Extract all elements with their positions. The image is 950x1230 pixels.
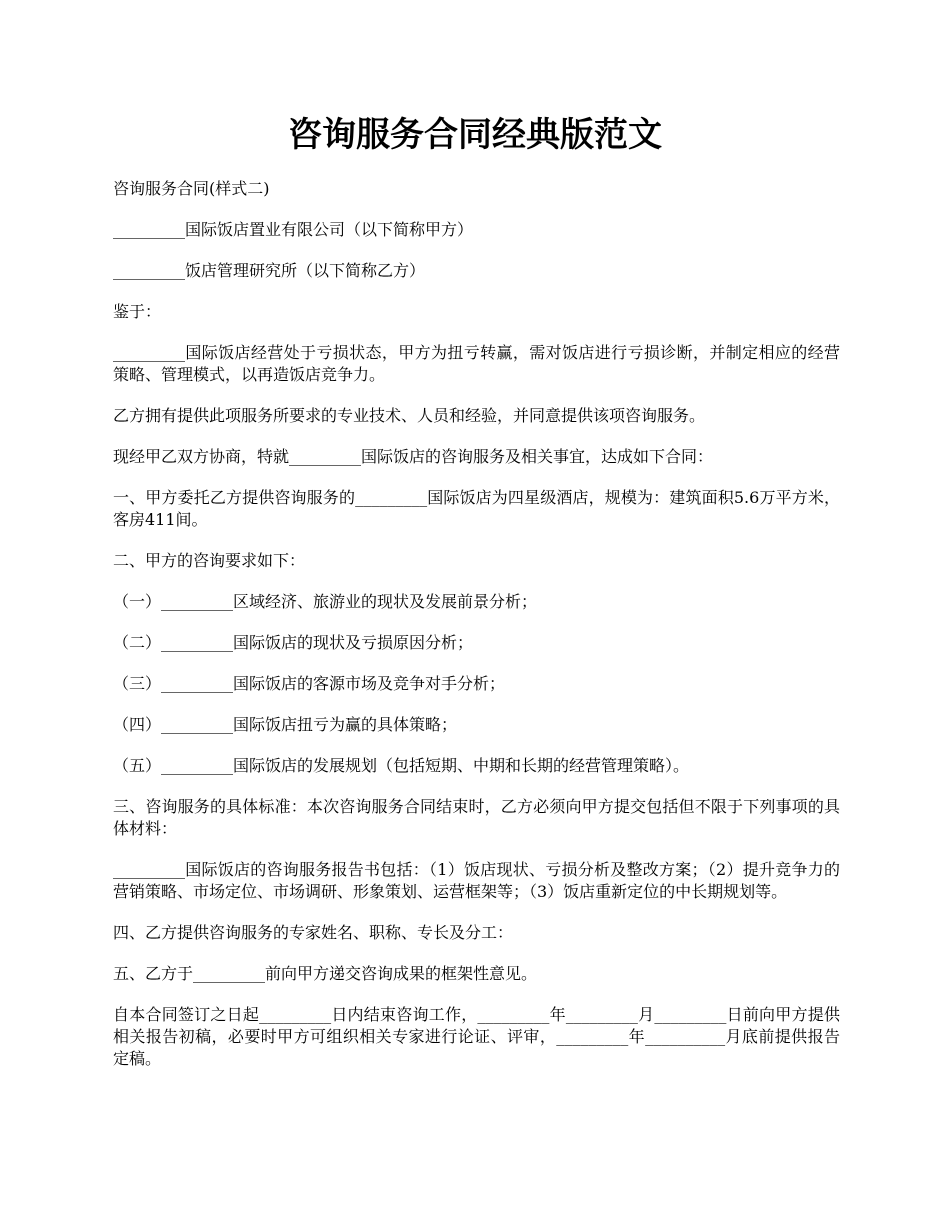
- requirement-item-5: （五）_________国际饭店的发展规划（包括短期、中期和长期的经营管理策略）。: [113, 756, 690, 775]
- whereas-heading: 鉴于：: [113, 302, 162, 321]
- schedule-clause: 自本合同签订之日起_________日内结束咨询工作，_________年_________月_________日前向甲方提供相关报告初稿，必要时甲方可组织相关专家进行论证、评审，_________年__________月底前提供报告定稿。: [113, 1005, 840, 1068]
- contract-subtitle: 咨询服务合同(样式二): [113, 179, 270, 198]
- party-a: _________国际饭店置业有限公司（以下简称甲方）: [113, 220, 474, 239]
- whereas-clause-1: _________国际饭店经营处于亏损状态，甲方为扭亏转赢，需对饭店进行亏损诊断，并制定相应的经营策略、管理模式，以再造饭店竞争力。: [113, 343, 840, 384]
- clause-1: 一、甲方委托乙方提供咨询服务的_________国际饭店为四星级酒店，规模为：建筑面积5.6万平方米，客房411间。: [113, 488, 840, 529]
- clause-5: 五、乙方于_________前向甲方递交咨询成果的框架性意见。: [113, 964, 538, 983]
- document-body: [113, 178, 840, 1089]
- report-contents: _________国际饭店的咨询服务报告书包括：（1）饭店现状、亏损分析及整改方案；（2）提升竞争力的营销策略、市场定位、市场调研、形象策划、运营框架等；（3）饭店重新定位的中长期规划等。: [113, 860, 840, 901]
- requirement-item-2: （二）_________国际饭店的现状及亏损原因分析；: [113, 633, 474, 652]
- requirement-item-1: （一）_________区域经济、旅游业的现状及发展前景分析；: [113, 592, 538, 611]
- requirement-item-3: （三）_________国际饭店的客源市场及竞争对手分析；: [113, 674, 506, 693]
- clause-2-heading: 二、甲方的咨询要求如下：: [113, 551, 306, 570]
- requirement-item-4: （四）_________国际饭店扭亏为赢的具体策略；: [113, 715, 458, 734]
- clause-4: 四、乙方提供咨询服务的专家姓名、职称、专长及分工：: [113, 923, 514, 942]
- party-b: _________饭店管理研究所（以下简称乙方）: [113, 261, 426, 280]
- clause-3: 三、咨询服务的具体标准：本次咨询服务合同结束时，乙方必须向甲方提交包括但不限于下列事项的具体材料：: [113, 797, 840, 838]
- document-title: 咨询服务合同经典版范文: [288, 115, 662, 155]
- whereas-clause-2: 乙方拥有提供此项服务所要求的专业技术、人员和经验，并同意提供该项咨询服务。: [113, 406, 706, 425]
- agreement-intro: 现经甲乙双方协商，特就_________国际饭店的咨询服务及相关事宜，达成如下合同：: [113, 447, 714, 466]
